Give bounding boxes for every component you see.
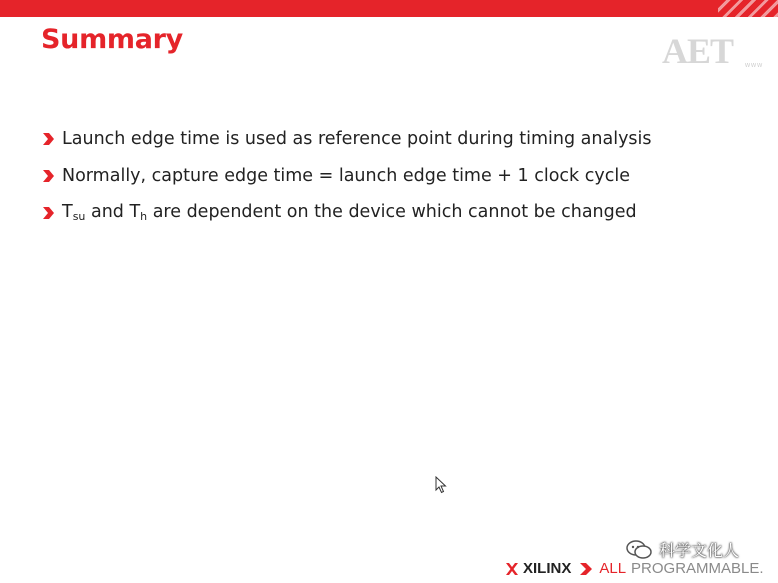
tsu-subscript: su (72, 210, 86, 223)
top-bar-decoration (718, 0, 778, 17)
bullet-item (43, 194, 652, 231)
top-bar (0, 0, 778, 17)
chevron-right-icon (43, 207, 54, 219)
xilinx-brand: XILINX (523, 560, 572, 577)
mouse-cursor-icon (435, 476, 447, 494)
bullet-text-mid: and T (85, 202, 141, 222)
wechat-icon (625, 539, 653, 561)
chevron-right-icon (43, 133, 54, 145)
wechat-overlay (625, 538, 739, 561)
bullet-item (43, 157, 652, 194)
th-subscript: h (140, 210, 148, 223)
footer-branding (505, 560, 764, 577)
chevron-right-icon (43, 170, 54, 182)
bullet-text-rest: are dependent on the device which cannot be changed (147, 202, 637, 222)
bullet-text: Normally, capture edge time = launch edge time + 1 clock cycle (62, 165, 630, 186)
bullet-list (43, 120, 652, 231)
chevron-right-icon (580, 563, 592, 575)
watermark-subtext: www (745, 62, 764, 69)
aet-watermark-logo: AET (662, 31, 734, 71)
bullet-text (62, 202, 637, 223)
tsu-symbol: T (62, 202, 73, 222)
tagline-programmable: PROGRAMMABLE. (631, 560, 764, 577)
bullet-item (43, 120, 652, 157)
bullet-text: Launch edge time is used as reference point during timing analysis (62, 128, 652, 149)
wechat-account-label: 科学文化人 (659, 541, 740, 560)
slide-title: Summary (41, 24, 183, 55)
xilinx-logo-icon (505, 562, 519, 576)
tagline-all: ALL (599, 560, 627, 577)
